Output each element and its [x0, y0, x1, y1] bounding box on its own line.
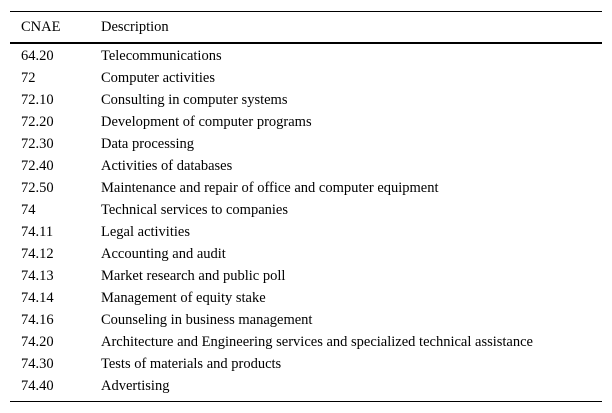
activity-description: Market research and public poll	[101, 267, 286, 284]
table-row	[10, 199, 602, 221]
table-body	[10, 44, 602, 401]
table-row	[10, 155, 602, 177]
activity-description: Accounting and audit	[101, 245, 226, 262]
table-bottom-rule	[10, 401, 602, 402]
cnae-code: 74.12	[21, 245, 54, 262]
cnae-code: 74.13	[21, 267, 54, 284]
table-header-row	[10, 12, 602, 42]
activity-description: Legal activities	[101, 223, 190, 240]
cnae-code: 72.50	[21, 179, 54, 196]
activity-description: Computer activities	[101, 69, 215, 86]
activity-description: Consulting in computer systems	[101, 91, 288, 108]
table-row	[10, 133, 602, 155]
cnae-code: 72.30	[21, 135, 54, 152]
table-row	[10, 331, 602, 353]
header-cnae: CNAE	[21, 18, 61, 35]
table-row	[10, 67, 602, 89]
table-row	[10, 287, 602, 309]
table-row	[10, 111, 602, 133]
activity-description: Management of equity stake	[101, 289, 266, 306]
cnae-code: 74	[21, 201, 36, 218]
table-row	[10, 177, 602, 199]
activity-description: Advertising	[101, 377, 170, 394]
activity-description: Activities of databases	[101, 157, 233, 174]
cnae-code: 72.10	[21, 91, 54, 108]
table-row	[10, 375, 602, 397]
cnae-code: 74.40	[21, 377, 54, 394]
activity-description: Architecture and Engineering services and specialized technical assistance	[101, 333, 533, 350]
table-row	[10, 309, 602, 331]
activity-description: Technical services to companies	[101, 201, 289, 218]
cnae-code: 72.20	[21, 113, 54, 130]
activity-description: Counseling in business management	[101, 311, 313, 328]
table-row	[10, 45, 602, 67]
activity-description: Telecommunications	[101, 47, 222, 64]
activity-description: Tests of materials and products	[101, 355, 282, 372]
table-row	[10, 265, 602, 287]
table-row	[10, 89, 602, 111]
cnae-code: 72.40	[21, 157, 54, 174]
table-row	[10, 221, 602, 243]
table-row	[10, 243, 602, 265]
cnae-code: 74.11	[21, 223, 54, 240]
cnae-table	[10, 11, 602, 402]
activity-description: Data processing	[101, 135, 195, 152]
cnae-code: 74.30	[21, 355, 54, 372]
cnae-code: 64.20	[21, 47, 54, 64]
cnae-code: 74.16	[21, 311, 54, 328]
activity-description: Maintenance and repair of office and computer equipment	[101, 179, 439, 196]
header-description: Description	[101, 18, 169, 35]
cnae-code: 74.20	[21, 333, 54, 350]
table-row	[10, 353, 602, 375]
cnae-code: 72	[21, 69, 36, 86]
activity-description: Development of computer programs	[101, 113, 312, 130]
cnae-code: 74.14	[21, 289, 54, 306]
